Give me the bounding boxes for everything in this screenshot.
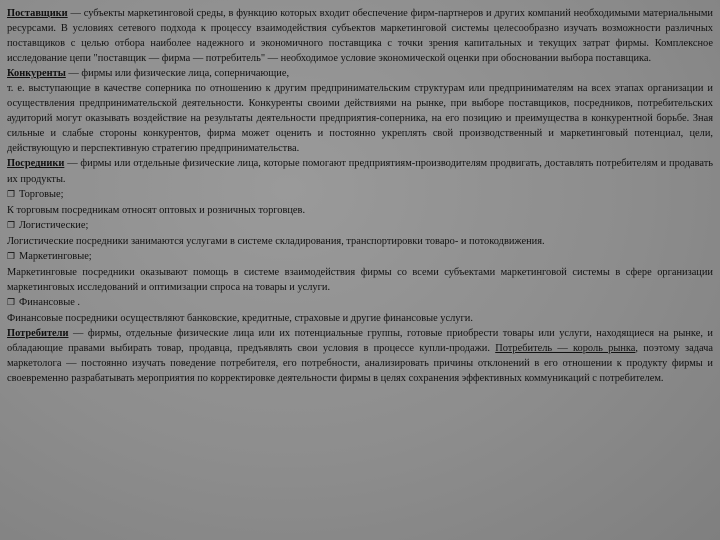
competitors-paragraph-1 [7, 66, 713, 81]
term-suppliers: Поставщики [7, 8, 68, 19]
bullet-financial-label: Финансовые . [19, 296, 81, 308]
competitors-paragraph-2: т. е. выступающие в качестве соперника по отношению к другим предпринимательским структурам или предпринимателям на всех этапах организации и осуществления предпринимательской деятельности. Конкуренты своими действиями на рынке, при выборе поставщиков, посредников, потребительских аудиторий могут оказывать воздействие на результаты деятельности предприятия-соперника, на его позицию и преимущества в конкурентной борьбе. Зная сильные и слабые стороны конкурентов, фирма может оценить и постоянно укреплять свой производственный и маркетинговый потенциал, цели, действующую и перспективную стратегию предпринимательства. [7, 83, 713, 155]
competitors-text-a: — фирмы или физические лица, соперничающие, [65, 68, 290, 80]
bullet-logistics-label: Логистические; [19, 219, 89, 231]
bullet-trade [7, 187, 713, 203]
bullet-marketing-label: Маркетинговые; [19, 250, 92, 262]
trade-text: К торговым посредникам относят оптовых и розничных торговцев. [7, 204, 306, 216]
consumers-paragraph [7, 326, 713, 386]
bullet-marketing [7, 249, 713, 265]
term-intermediaries: Посредники [7, 158, 65, 170]
logistics-text: Логистические посредники занимаются услугами в системе складирования, транспортировки товаро- и потокодвижения. [7, 235, 545, 247]
marketing-text: Маркетинговые посредники оказывают помощь в системе взаимодействия фирмы со всеми субъектами маркетинговой системы в сфере организации маркетинговых исследований и оптимизации спроса на товары и услуги. [7, 266, 713, 293]
checkbox-square-icon: ❐ [7, 297, 16, 308]
bullet-financial [7, 295, 713, 311]
consumers-text-a: — фирмы, отдельные физические лица или их потенциальные группы, готовые приобрести товары или услуги, находящиеся на рынке, и обладающие правами выбирать товар, продавца, предъявлять свои условия в процессе купли-продажи. [7, 327, 713, 355]
suppliers-text: — субъекты маркетинговой среды, в функцию которых входит обеспечение фирм-партнеров и других компаний необходимыми материальными ресурсами. В условиях сетевого подхода к процессу взаимодействия субъектов маркетинговой системы целесообразно изучать возможности различных поставщиков с целью отбора наиболее надежного и экономичного поставщика с точки зрения капитальных и текущих затрат фирмы. Комплексное исследование цепи "поставщик — фирма — потребитель" — необходимое условие экономической оценки при обосновании выбора поставщика. [7, 8, 713, 65]
checkbox-square-icon: ❐ [7, 220, 16, 231]
financial-text: Финансовые посредники осуществляют банковские, кредитные, страховые и другие финансовые услуги. [7, 312, 473, 324]
slide-text [7, 6, 713, 386]
intermediaries-paragraph [7, 156, 713, 186]
term-consumers: Потребители [7, 327, 69, 339]
consumer-king-highlight: Потребитель — король рынка [495, 343, 636, 355]
intermediaries-text: — фирмы или отдельные физические лица, которые помогают предприятиям-производителям продвигать, доставлять потребителям и продавать их продукты. [7, 158, 713, 185]
checkbox-square-icon: ❐ [7, 189, 16, 200]
checkbox-square-icon: ❐ [7, 251, 16, 262]
suppliers-paragraph [7, 6, 713, 66]
term-competitors: Конкуренты [7, 68, 66, 80]
consumers-text-b: , поэтому задача маркетолога — постоянно изучать поведение потребителя, его потребности, анализировать причины отклонений в его отношении к продукту фирмы и своевременно разрабатывать мероприятия по корректировке деятельности фирмы в целях сохранения эффективных коммуникаций с потребителем. [7, 343, 714, 385]
bullet-trade-label: Торговые; [19, 188, 64, 200]
bullet-logistics [7, 218, 713, 234]
